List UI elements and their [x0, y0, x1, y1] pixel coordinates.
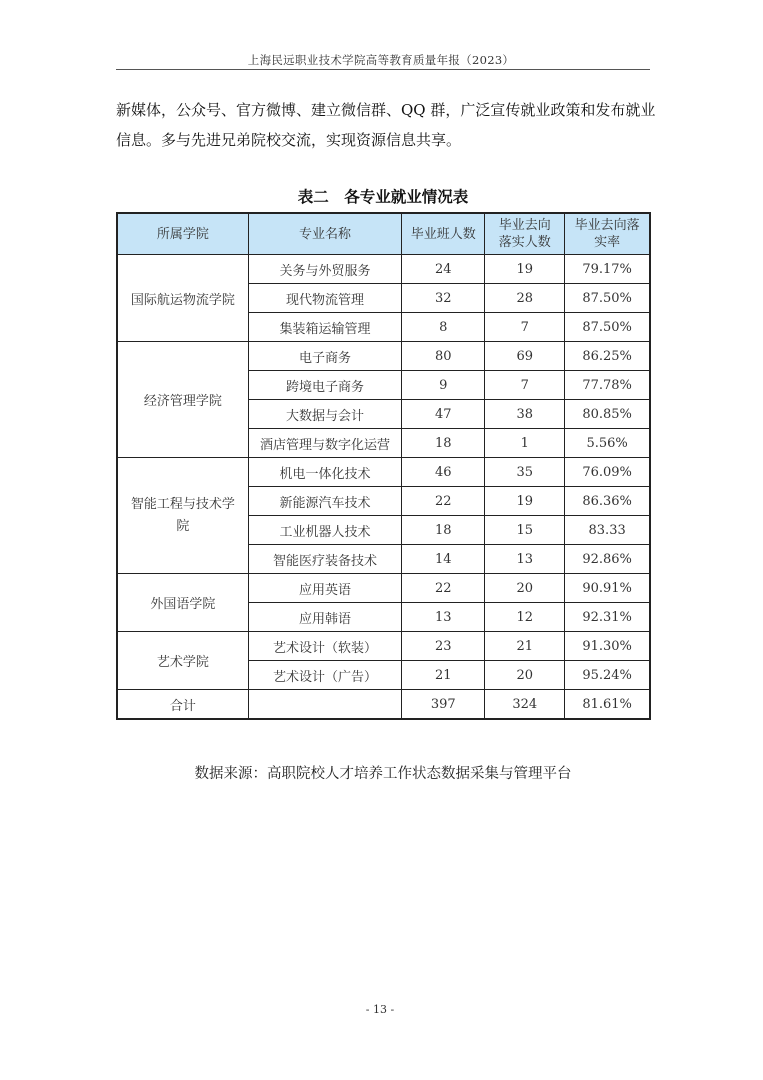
- rate-cell: 91.30%: [565, 632, 650, 661]
- graduates-cell: 8: [402, 313, 485, 342]
- rate-cell: 95.24%: [565, 661, 650, 690]
- major-cell: 智能医疗装备技术: [248, 545, 402, 574]
- total-rate-cell: 81.61%: [565, 690, 650, 720]
- college-cell: 经济管理学院: [117, 342, 248, 458]
- graduates-cell: 46: [402, 458, 485, 487]
- rate-cell: 79.17%: [565, 255, 650, 284]
- major-cell: 酒店管理与数字化运营: [248, 429, 402, 458]
- total-placed-cell: 324: [485, 690, 565, 720]
- placed-cell: 7: [485, 371, 565, 400]
- table-row: [117, 574, 650, 603]
- major-cell: 艺术设计（软装）: [248, 632, 402, 661]
- total-row: [117, 690, 650, 720]
- rate-cell: 77.78%: [565, 371, 650, 400]
- header-rule: [116, 69, 650, 70]
- table-row: [117, 632, 650, 661]
- graduates-cell: 13: [402, 603, 485, 632]
- rate-cell: 83.33: [565, 516, 650, 545]
- major-cell: 工业机器人技术: [248, 516, 402, 545]
- major-cell: 现代物流管理: [248, 284, 402, 313]
- graduates-cell: 14: [402, 545, 485, 574]
- rate-cell: 92.86%: [565, 545, 650, 574]
- major-cell: 应用英语: [248, 574, 402, 603]
- graduates-cell: 23: [402, 632, 485, 661]
- table-header-row: [117, 213, 650, 255]
- running-header: 上海民远职业技术学院高等教育质量年报（2023）: [247, 53, 515, 67]
- graduates-cell: 80: [402, 342, 485, 371]
- placed-cell: 35: [485, 458, 565, 487]
- rate-cell: 92.31%: [565, 603, 650, 632]
- total-label-cell: 合计: [117, 690, 248, 720]
- placed-cell: 1: [485, 429, 565, 458]
- table-title: 表二 各专业就业情况表: [297, 188, 469, 206]
- rate-cell: 86.36%: [565, 487, 650, 516]
- college-cell: 外国语学院: [117, 574, 248, 632]
- column-header-placed: 毕业去向落实人数: [485, 213, 565, 255]
- major-cell: 跨境电子商务: [248, 371, 402, 400]
- body-paragraph: 新媒体，公众号、官方微博、建立微信群、QQ 群，广泛宣传就业政策和发布就业信息。多与先进兄弟院校交流，实现资源信息共享。: [116, 101, 656, 149]
- table-row: [117, 342, 650, 371]
- placed-cell: 7: [485, 313, 565, 342]
- rate-cell: 90.91%: [565, 574, 650, 603]
- major-cell: 应用韩语: [248, 603, 402, 632]
- graduates-cell: 22: [402, 487, 485, 516]
- major-cell: 关务与外贸服务: [248, 255, 402, 284]
- rate-cell: 87.50%: [565, 313, 650, 342]
- college-cell: 艺术学院: [117, 632, 248, 690]
- major-cell: 大数据与会计: [248, 400, 402, 429]
- major-cell: 机电一体化技术: [248, 458, 402, 487]
- placed-cell: 19: [485, 255, 565, 284]
- placed-cell: 21: [485, 632, 565, 661]
- placed-cell: 20: [485, 574, 565, 603]
- data-source-note: 数据来源：高职院校人才培养工作状态数据采集与管理平台: [194, 766, 572, 782]
- graduates-cell: 47: [402, 400, 485, 429]
- column-header-graduates: 毕业班人数: [402, 213, 485, 255]
- college-cell: 国际航运物流学院: [117, 255, 248, 342]
- graduates-cell: 18: [402, 429, 485, 458]
- rate-cell: 80.85%: [565, 400, 650, 429]
- major-cell: 新能源汽车技术: [248, 487, 402, 516]
- graduates-cell: 32: [402, 284, 485, 313]
- column-header-rate: 毕业去向落实率: [565, 213, 650, 255]
- placed-cell: 20: [485, 661, 565, 690]
- graduates-cell: 21: [402, 661, 485, 690]
- placed-cell: 38: [485, 400, 565, 429]
- major-cell: 集装箱运输管理: [248, 313, 402, 342]
- placed-cell: 28: [485, 284, 565, 313]
- rate-cell: 76.09%: [565, 458, 650, 487]
- placed-cell: 15: [485, 516, 565, 545]
- graduates-cell: 24: [402, 255, 485, 284]
- placed-cell: 13: [485, 545, 565, 574]
- placed-cell: 12: [485, 603, 565, 632]
- graduates-cell: 22: [402, 574, 485, 603]
- total-major-cell: [248, 690, 402, 720]
- rate-cell: 5.56%: [565, 429, 650, 458]
- rate-cell: 86.25%: [565, 342, 650, 371]
- rate-cell: 87.50%: [565, 284, 650, 313]
- placed-cell: 69: [485, 342, 565, 371]
- graduates-cell: 9: [402, 371, 485, 400]
- total-graduates-cell: 397: [402, 690, 485, 720]
- placed-cell: 19: [485, 487, 565, 516]
- table-row: [117, 458, 650, 487]
- employment-table: [116, 212, 651, 720]
- page-number: - 13 -: [365, 1003, 395, 1016]
- major-cell: 电子商务: [248, 342, 402, 371]
- column-header-college: 所属学院: [117, 213, 248, 255]
- graduates-cell: 18: [402, 516, 485, 545]
- column-header-major: 专业名称: [248, 213, 402, 255]
- table-row: [117, 255, 650, 284]
- major-cell: 艺术设计（广告）: [248, 661, 402, 690]
- college-cell: 智能工程与技术学院: [117, 458, 248, 574]
